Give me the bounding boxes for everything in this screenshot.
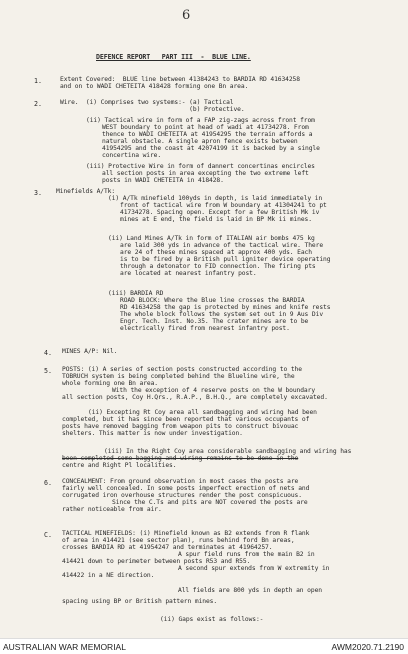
text-line: all section posts, Coy H.Qrs., R.A.P., B.H.Q., are completely excavated. bbox=[62, 394, 328, 401]
text-line: 414421 down to perimeter between posts R53 and R55. bbox=[62, 558, 251, 565]
text-line: front of tactical wire from W boundary at 41304241 to pt bbox=[120, 202, 327, 209]
text-line: 41734278. Spacing open. Except for a few British Mk iv bbox=[120, 209, 320, 216]
item-number-5: 5. bbox=[44, 367, 52, 375]
text-line: Engr. Tech. Inst. No.35. The crater mines are to be bbox=[120, 318, 309, 325]
text-line: thence to WADI CHETEITA at 41954295 the terrain affords a bbox=[102, 131, 313, 138]
text-line: crosses BARDIA RD at 41954247 and terminates at 41964257. bbox=[62, 544, 273, 551]
text-line: (iii) In the Right Coy area considerable sandbagging and wiring has bbox=[104, 448, 352, 455]
text-line: (ii) Excepting Rt Coy area all sandbagging and wiring had been bbox=[88, 409, 317, 416]
text-line: (ii) Tactical wire in form of a FAP zig-zags across front from bbox=[86, 117, 315, 124]
text-line: (i) A/Tk minefield 100yds in depth, is laid immediately in bbox=[108, 195, 323, 202]
text-line: (ii) Land Mines A/Tk in form of ITALIAN air bombs 475 kg bbox=[108, 235, 315, 242]
text-line: mines at E end, the field is laid in BP Mk ii mines. bbox=[120, 216, 312, 223]
footer-reference: AWM2020.71.2190 bbox=[331, 642, 404, 652]
text-line: spacing using BP or British pattern mines. bbox=[62, 598, 218, 605]
text-line: With the exception of 4 reserve posts on the W boundary bbox=[112, 387, 316, 394]
text-line: posts have removed bagging from weapon pits to construct bivouac bbox=[62, 423, 299, 430]
item-number-2: 2. bbox=[34, 100, 42, 108]
text-line: A second spur extends from W extremity in bbox=[178, 565, 330, 572]
footer-institution: AUSTRALIAN WAR MEMORIAL bbox=[3, 642, 126, 652]
text-line: Extent Covered: BLUE line between 41384243 to BARDIA RD 41634258 bbox=[60, 76, 300, 83]
text-line: concertina wire. bbox=[102, 152, 162, 159]
text-line: TACTICAL MINEFIELDS: (i) Minefield known as B2 extends from R flank bbox=[62, 530, 310, 537]
text-line: electrically fired from nearest infantry post. bbox=[120, 325, 290, 332]
text-line: of area in 414421 (see sector plan), runs behind ford Bn areas, bbox=[62, 537, 295, 544]
text-line: completed, but it has since been reported that various occupants of bbox=[62, 416, 310, 423]
text-line: Since the C.Ts and pits are NOT covered the posts are bbox=[112, 499, 308, 506]
text-line: (ii) Gaps exist as follows:- bbox=[160, 616, 264, 623]
text-line: Wire. (i) Comprises two systems:- (a) Tactical bbox=[60, 99, 234, 106]
text-line: A spur field runs from the main B2 in bbox=[178, 551, 315, 558]
text-line: and on to WADI CHETEITA 418428 forming one Bn area. bbox=[60, 83, 249, 90]
text-line: 41954295 and the coast at 42074199 it is backed by a single bbox=[102, 145, 320, 152]
text-line: Minefields A/Tk: bbox=[56, 188, 116, 195]
text-line: centre and Right Pl localities. bbox=[62, 462, 177, 469]
text-line: RD 41634258 the gap is protected by mines and knife rests bbox=[120, 304, 331, 311]
text-line: MINES A/P: Nil. bbox=[62, 348, 118, 355]
text-line: ROAD BLOCK: Where the Blue line crosses the BARDIA bbox=[120, 297, 305, 304]
text-line: CONCEALMENT: From ground observation in most cases the posts are bbox=[62, 478, 299, 485]
text-line: all section posts in area excepting the two extreme left bbox=[102, 170, 309, 177]
text-line: rather noticeable from air. bbox=[62, 506, 162, 513]
text-line: corrugated iron overhouse structures render the post conspicuous. bbox=[62, 492, 302, 499]
item-number-1: 1. bbox=[34, 77, 42, 85]
text-line: shelters. This matter is now under investigation. bbox=[62, 430, 243, 437]
item-number-6: 6. bbox=[44, 479, 52, 487]
text-line: TOBRUCH system is being completed behind the Blueline wire, the bbox=[62, 373, 295, 380]
item-number-c: C. bbox=[44, 531, 52, 539]
text-line: posts in WADI CHETEITA in 418428. bbox=[102, 177, 224, 184]
text-line: is to be fired by a British pull igniter device operating bbox=[120, 256, 331, 263]
archive-footer bbox=[0, 638, 408, 654]
text-line: 414422 in a NE direction. bbox=[62, 572, 155, 579]
text-line: (iii) Protective Wire in form of dannert concertinas encircles bbox=[86, 163, 315, 170]
text-line: All fields are 800 yds in depth an open bbox=[178, 587, 322, 594]
item-number-3: 3. bbox=[34, 189, 42, 197]
text-line: been completed some bagging and wiring remains to be done in the bbox=[62, 455, 299, 462]
text-line: whole forming one Bn area. bbox=[62, 380, 158, 387]
text-line: natural obstacle. A single apron fence exists between bbox=[102, 138, 298, 145]
text-line: The whole block follows the system set out in 9 Aus Div bbox=[120, 311, 324, 318]
text-line: WEST boundary to point at head of wadi at 41734278. From bbox=[102, 124, 309, 131]
text-line: fairly well concealed. In some posts imperfect erection of nets and bbox=[62, 485, 310, 492]
item-number-4: 4. bbox=[44, 349, 52, 357]
document-title: DEFENCE REPORT PART III - BLUE LINE. bbox=[96, 53, 251, 61]
page-number: 6 bbox=[182, 8, 191, 23]
text-line: are located at nearest infantry post. bbox=[120, 270, 257, 277]
text-line: through a detonator to FID connection. The firing pts bbox=[120, 263, 316, 270]
text-line: (iii) BARDIA RD bbox=[108, 290, 164, 297]
text-line: POSTS: (i) A series of section posts constructed according to the bbox=[62, 366, 302, 373]
text-line: are laid 300 yds in advance of the tactical wire. There bbox=[120, 242, 324, 249]
text-line: (b) Protective. bbox=[60, 106, 245, 113]
text-line: are 24 of these mines spaced at approx 400 yds. Each bbox=[120, 249, 312, 256]
